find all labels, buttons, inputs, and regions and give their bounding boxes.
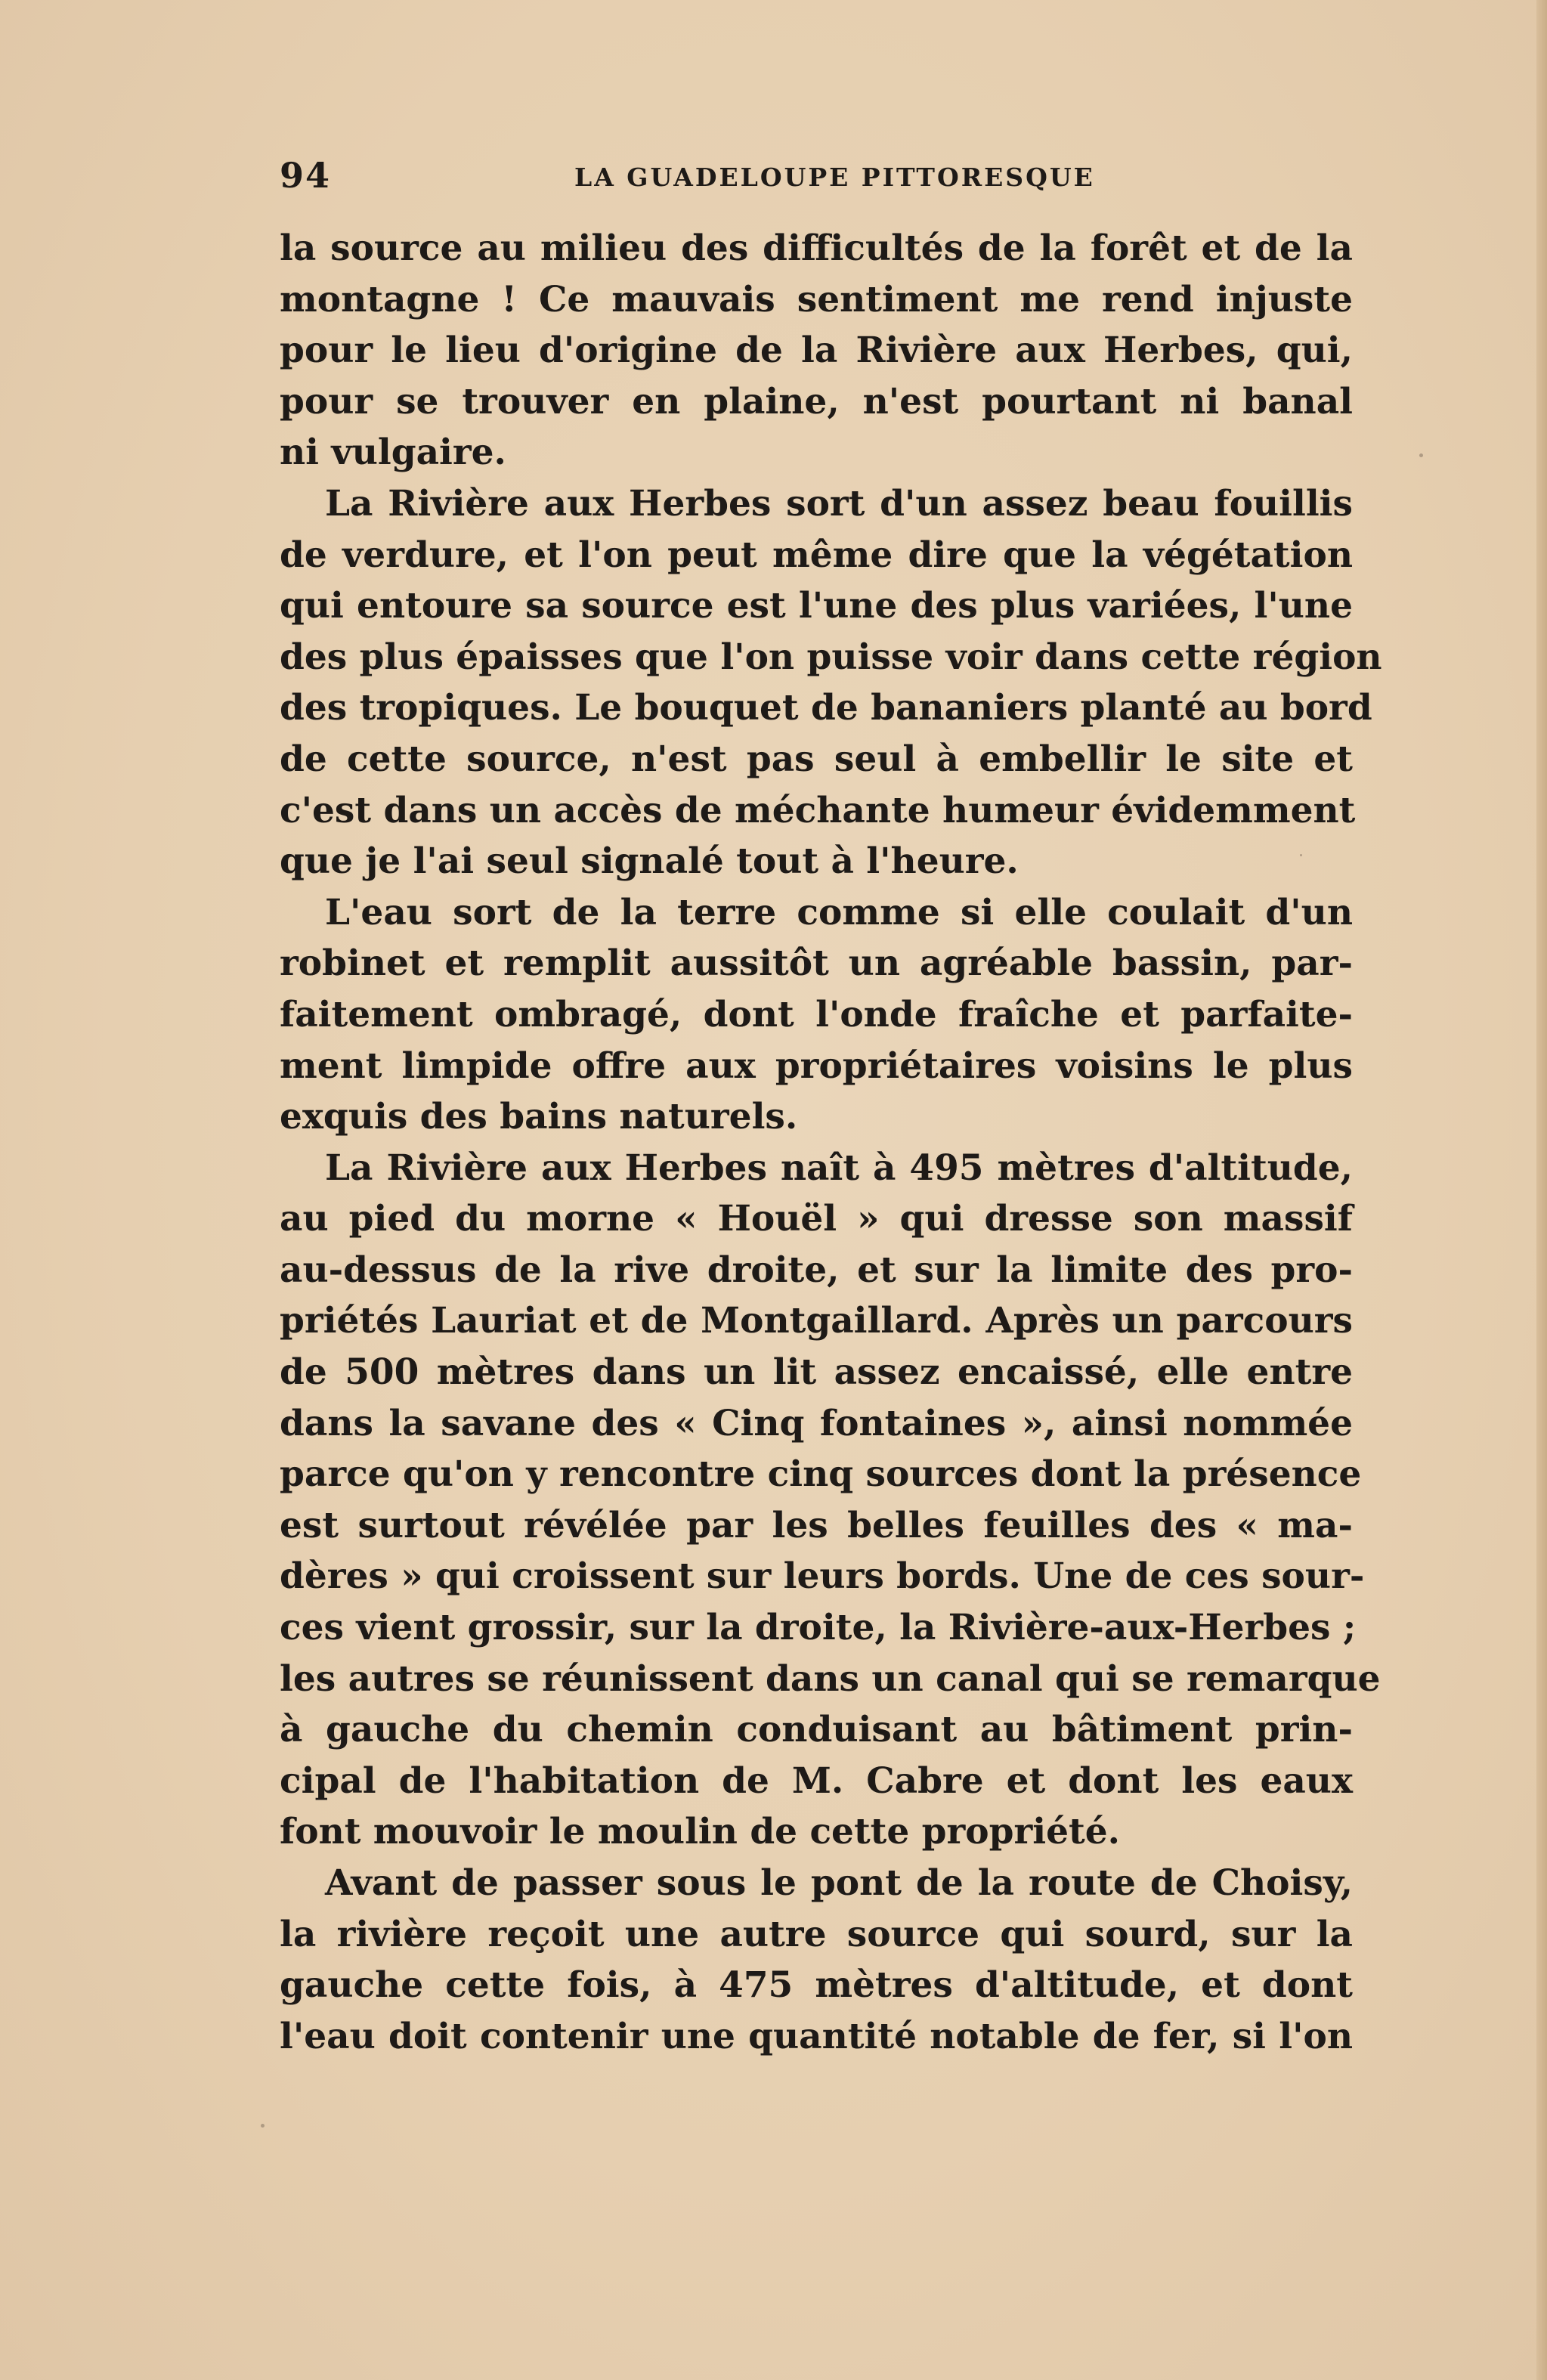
text-line: la rivière reçoit une autre source qui sourd, sur la: [280, 1913, 1353, 1955]
paper-speck: [1419, 453, 1423, 457]
text-line: des plus épaisses que l'on puisse voir dans cette région: [280, 636, 1382, 678]
text-line: pour le lieu d'origine de la Rivière aux Herbes, qui,: [280, 330, 1353, 372]
text-line: est surtout révélée par les belles feuilles des « ma-: [280, 1504, 1353, 1546]
paragraph: [280, 1858, 1353, 2062]
page-header: [280, 155, 1353, 200]
body-text: [280, 223, 1382, 2062]
page-edge: [1536, 0, 1547, 2380]
text-line: des tropiques. Le bouquet de bananiers planté au bord: [280, 687, 1372, 729]
page-number: 94: [280, 155, 332, 196]
text-line: dans la savane des « Cinq fontaines », ainsi nommée: [280, 1402, 1353, 1444]
text-line: La Rivière aux Herbes naît à 495 mètres d'altitude,: [325, 1147, 1353, 1189]
text-line: L'eau sort de la terre comme si elle coulait d'un: [325, 891, 1353, 933]
text-line: ment limpide offre aux propriétaires voisins le plus: [280, 1045, 1353, 1087]
text-line: de cette source, n'est pas seul à embellir le site et: [280, 738, 1353, 780]
paragraph: [280, 1143, 1381, 1858]
text-line: La Rivière aux Herbes sort d'un assez beau fouillis: [325, 482, 1353, 525]
text-line: gauche cette fois, à 475 mètres d'altitude, et dont: [280, 1964, 1353, 2007]
text-line: dères » qui croissent sur leurs bords. Une de ces sour-: [280, 1555, 1365, 1598]
text-line: l'eau doit contenir une quantité notable de fer, si l'on: [280, 2015, 1353, 2057]
paragraph: [280, 223, 1353, 478]
text-line: ni vulgaire.: [280, 432, 506, 474]
running-title: LA GUADELOUPE PITTORESQUE: [574, 162, 1095, 192]
text-line: à gauche du chemin conduisant au bâtiment prin-: [280, 1709, 1353, 1751]
text-line: c'est dans un accès de méchante humeur évidemment: [280, 789, 1356, 831]
text-line: au pied du morne « Houël » qui dresse son massif: [280, 1198, 1353, 1240]
text-line: exquis des bains naturels.: [280, 1096, 798, 1138]
text-line: qui entoure sa source est l'une des plus variées, l'une: [280, 585, 1353, 627]
text-line: de 500 mètres dans un lit assez encaissé, elle entre: [280, 1351, 1353, 1394]
text-line: ces vient grossir, sur la droite, la Rivière-aux-Herbes ;: [280, 1607, 1357, 1649]
text-line: les autres se réunissent dans un canal qui se remarque: [280, 1657, 1381, 1700]
paper-speck: [1300, 854, 1302, 856]
text-line: au-dessus de la rive droite, et sur la limite des pro-: [280, 1249, 1353, 1291]
paper-speck: [261, 2124, 265, 2128]
text-line: robinet et remplit aussitôt un agréable bassin, par-: [280, 942, 1353, 985]
text-line: parce qu'on y rencontre cinq sources dont la présence: [280, 1453, 1362, 1496]
text-line: faitement ombragé, dont l'onde fraîche et parfaite-: [280, 993, 1353, 1035]
text-line: font mouvoir le moulin de cette propriété.: [280, 1811, 1120, 1853]
text-line: la source au milieu des difficultés de la forêt et de la: [280, 227, 1353, 269]
paragraph: [280, 887, 1353, 1143]
text-line: que je l'ai seul signalé tout à l'heure.: [280, 840, 1019, 883]
text-line: de verdure, et l'on peut même dire que la végétation: [280, 534, 1353, 576]
text-line: montagne ! Ce mauvais sentiment me rend injuste: [280, 278, 1353, 320]
text-line: priétés Lauriat et de Montgaillard. Après un parcours: [280, 1300, 1353, 1342]
text-line: pour se trouver en plaine, n'est pourtant ni banal: [280, 380, 1353, 422]
paragraph: [280, 478, 1382, 887]
text-line: Avant de passer sous le pont de la route de Choisy,: [325, 1862, 1353, 1904]
text-line: cipal de l'habitation de M. Cabre et dont les eaux: [280, 1759, 1353, 1802]
